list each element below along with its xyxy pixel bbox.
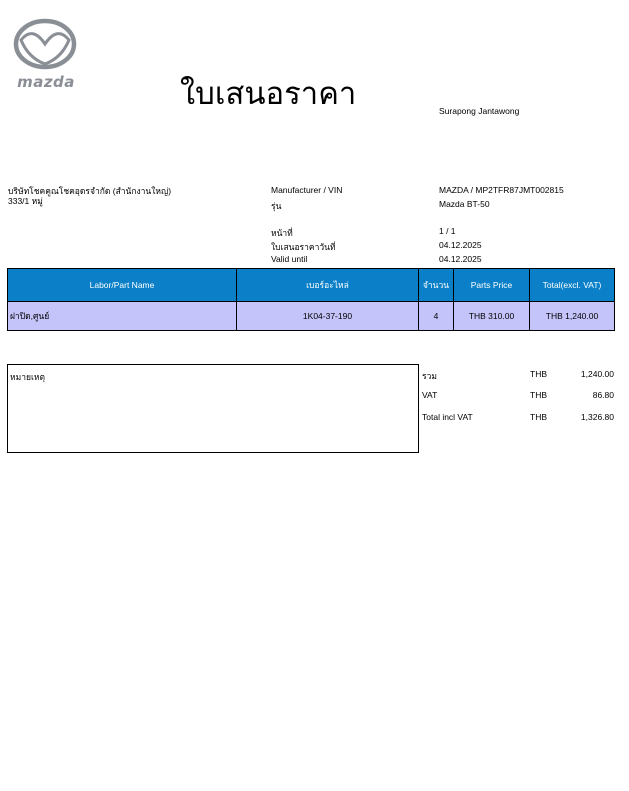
vat-label: VAT	[422, 390, 438, 400]
manufacturer-label: Manufacturer / VIN	[271, 185, 343, 195]
manufacturer-value: MAZDA / MP2TFR87JMT002815	[439, 185, 564, 195]
vat-value: 86.80	[592, 390, 614, 400]
page-value: 1 / 1	[439, 226, 456, 236]
grand-total-value: 1,326.80	[580, 412, 614, 422]
cell-part-number: 1K04-37-190	[237, 302, 419, 331]
table-header-row	[8, 269, 615, 302]
items-table	[7, 268, 615, 331]
quote-date-label: ใบเสนอราคาวันที่	[271, 242, 336, 252]
header-parts-price: Parts Price	[454, 269, 530, 302]
valid-until-value: 04.12.2025	[439, 254, 482, 264]
grand-total-label: Total incl VAT	[422, 412, 473, 422]
subtotal-value: 1,240.00	[580, 369, 614, 379]
model-value: Mazda BT-50	[439, 199, 490, 209]
page-label: หน้าที่	[271, 228, 293, 238]
notes-label: หมายเหตุ	[10, 372, 45, 382]
salesperson-name: Surapong Jantawong	[439, 106, 520, 116]
header-quantity: จำนวน	[419, 269, 454, 302]
header-part-number: เบอร์อะไหล่	[237, 269, 419, 302]
valid-until-label: Valid until	[271, 254, 308, 264]
notes-box	[7, 364, 419, 453]
grand-total-currency: THB	[530, 412, 547, 422]
table-row	[8, 302, 615, 331]
vat-currency: THB	[530, 390, 547, 400]
mazda-logo	[8, 18, 84, 90]
header-part-name: Labor/Part Name	[8, 269, 237, 302]
subtotal-currency: THB	[530, 369, 547, 379]
document-title: ใบเสนอราคา	[180, 76, 357, 112]
customer-name: บริษัทโชคคูณโชคอุดรจำกัด (สำนักงานใหญ่)	[8, 186, 172, 196]
logo-wordmark: mazda	[17, 73, 75, 91]
cell-parts-price: THB 310.00	[454, 302, 530, 331]
cell-quantity: 4	[419, 302, 454, 331]
subtotal-label: รวม	[422, 371, 437, 381]
mazda-emblem-icon	[12, 18, 78, 70]
model-label: รุ่น	[271, 201, 282, 211]
cell-part-name: ฝาปิด,ศูนย์	[8, 302, 237, 331]
customer-address: 333/1 หมู่	[8, 196, 43, 206]
quote-date-value: 04.12.2025	[439, 240, 482, 250]
cell-total: THB 1,240.00	[530, 302, 615, 331]
header-total: Total(excl. VAT)	[530, 269, 615, 302]
